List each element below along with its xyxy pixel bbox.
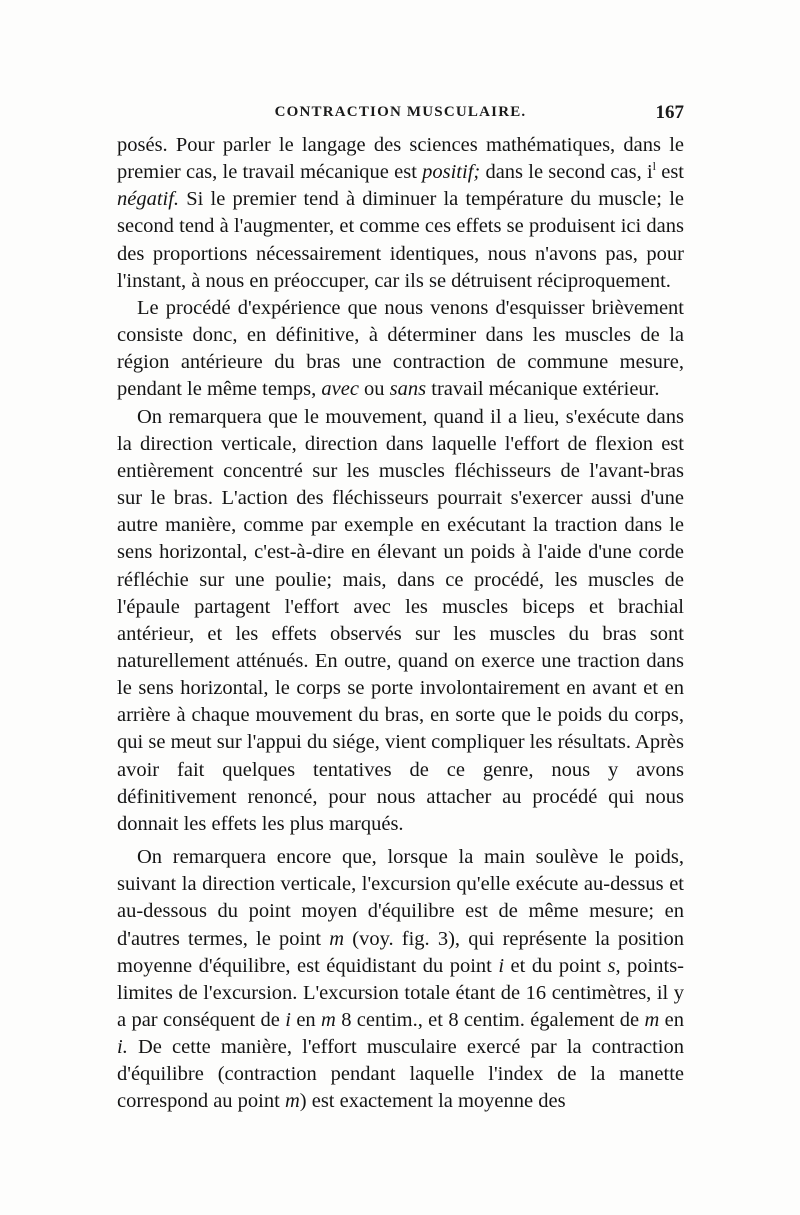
text-run: dans le second cas, i: [480, 161, 653, 184]
emphasis: m: [329, 927, 345, 950]
text-run: et du point: [504, 954, 608, 977]
emphasis: i: [285, 1009, 291, 1031]
emphasis: m: [284, 1090, 300, 1113]
text-run: est: [656, 161, 684, 184]
emphasis: i: [498, 954, 505, 977]
paragraph-2: [117, 295, 684, 404]
text-run: travail mécanique extérieur.: [426, 378, 660, 401]
text-run: De cette manière, l'effort musculaire exercé par la contraction d'équilibre (contraction pendant laquelle l'index de la manette correspond au point: [117, 1036, 684, 1113]
text-run: Si le premier tend à diminuer la température du muscle; le second tend à l'augmenter, et comme ces effets se produisent ici dans des proportions nécessairement identiques, nous n'avons pas, pour l'instant, à nous en préoccuper, car ils se détruisent réciproquement.: [117, 188, 684, 292]
superscript: l: [652, 159, 656, 174]
emphasis: sans: [389, 378, 427, 401]
paragraph-1: [117, 132, 684, 295]
text-run: On remarquera que le mouvement, quand il a lieu, s'exécute dans la direction verticale, direction dans laquelle l'effort de flexion est entièrement concentré sur les muscles fléchisseurs de l'avant-bras sur le bras. L'action des fléchisseurs pourrait s'exercer aussi d'une autre manière, comme par exemple en exécutant la traction dans le sens horizontal, c'est-à-dire en élevant un poids à l'aide d'une corde réfléchie sur une poulie; mais, dans ce procédé, les muscles de l'épaule partagent l'effort avec les muscles biceps et brachial antérieur, et les effets observés sur les muscles du bras sont naturellement atténués. En outre, quand on exerce une traction dans le sens horizontal, le corps se porte involontairement en avant et en arrière à chaque mouvement du bras, en sorte que le poids du corps, qui se meut sur l'appui du siége, vient compliquer les résultats. Après avoir fait quelques tentatives de ce genre, nous y avons définitivement renoncé, pour nous attacher au procédé qui nous donnait les effets les plus marqués.: [117, 405, 684, 835]
text-run: Le procédé d'expérience que nous venons d'esquisser brièvement consiste donc, en définitive, à déterminer dans les muscles de la région antérieure du bras une contraction de commune mesure, pendant le même temps,: [117, 296, 684, 401]
emphasis: négatif.: [117, 188, 180, 211]
emphasis: positif;: [422, 161, 481, 184]
paragraph-3: [117, 404, 684, 839]
emphasis: avec: [321, 378, 359, 401]
text-run: ) est exactement la moyenne des: [299, 1090, 566, 1113]
text-run: , points-limites de l'excursion. L'excursion totale étant de 16 centimètres, il y a par conséquent de: [117, 954, 684, 1031]
text-run: posés. Pour parler le langage des sciences mathématiques, dans le premier cas, le travail mécanique est: [117, 134, 684, 184]
text-run: 8 centim., et 8 centim. également de: [335, 1009, 645, 1031]
text-run: (voy. fig. 3), qui représente la position moyenne d'équilibre, est équidistant du point: [117, 927, 684, 977]
body-text: [117, 132, 684, 1116]
emphasis: m: [644, 1009, 660, 1031]
running-header: [117, 104, 684, 128]
emphasis: i.: [117, 1036, 128, 1059]
paragraph-4: [117, 844, 684, 1116]
emphasis: s: [607, 954, 616, 977]
running-title: CONTRACTION MUSCULAIRE.: [274, 104, 527, 120]
emphasis: m: [321, 1009, 336, 1031]
text-run: On remarquera encore que, lorsque la main soulève le poids, suivant la direction verticale, l'excursion qu'elle exécute au-dessus et au-dessous du point moyen d'équilibre est de même mesure; en d'autres termes, le point: [117, 846, 684, 950]
page-number: 167: [655, 102, 684, 123]
text-run: ou: [358, 378, 390, 401]
text-run: en: [659, 1009, 684, 1031]
text-run: en: [290, 1009, 322, 1031]
